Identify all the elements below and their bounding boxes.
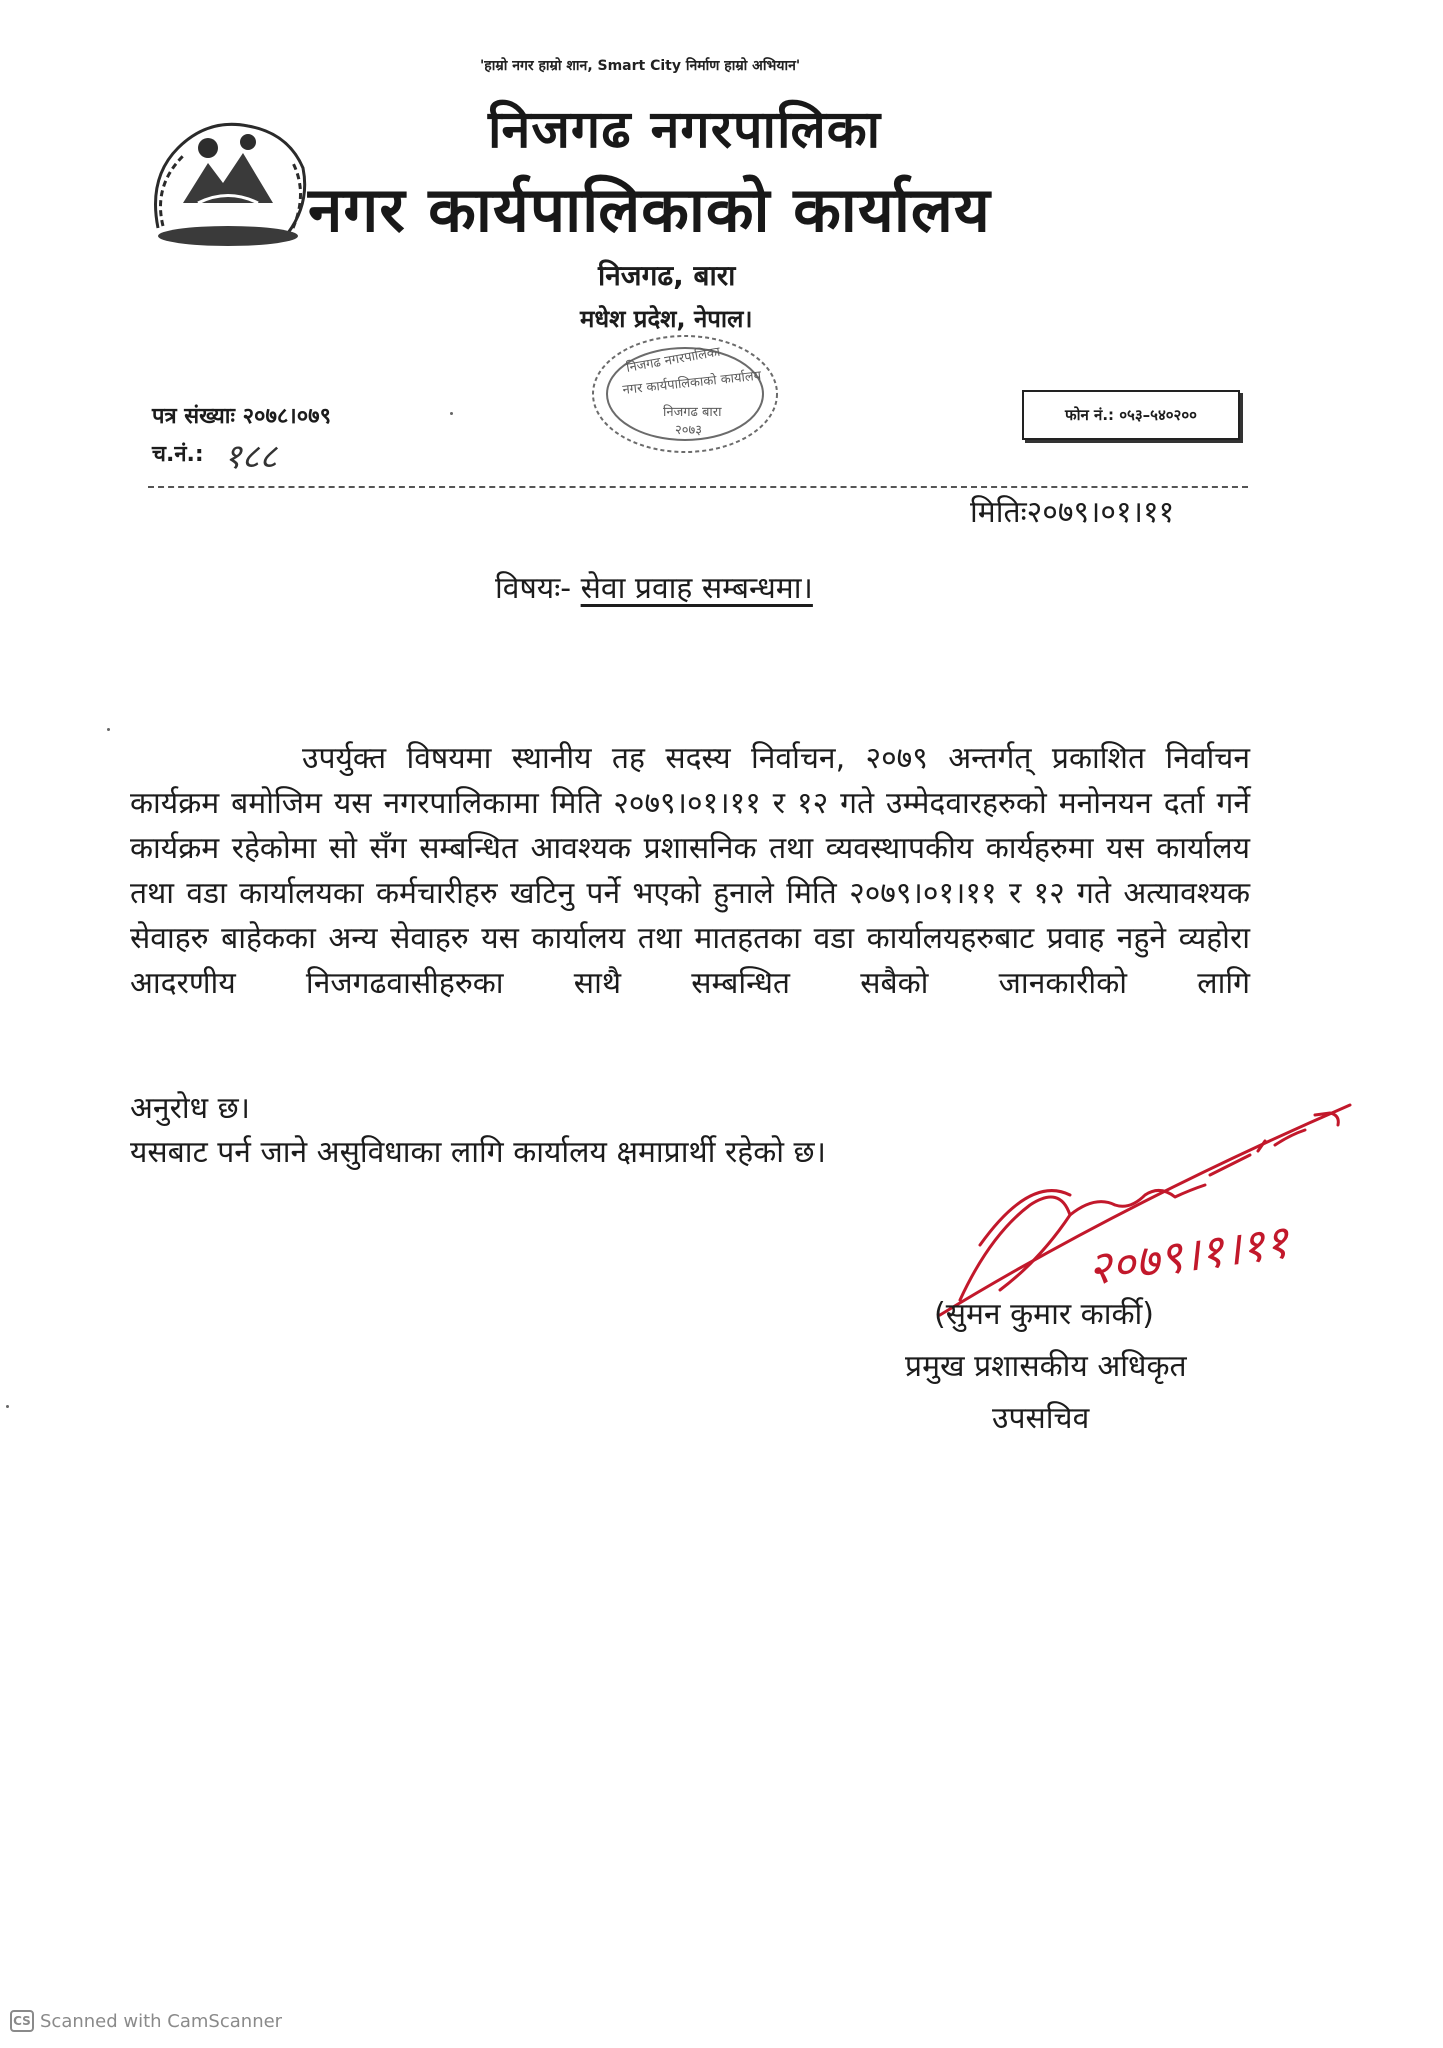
signatory-role: प्रमुख प्रशासकीय अधिकृत (905, 1349, 1187, 1384)
seal-text-1: निजगढ नगरपालिका (625, 344, 722, 376)
letter-date: मितिः२०७९।०१।११ (970, 495, 1175, 530)
scan-speck (6, 1405, 9, 1408)
seal-text-4: २०७३ (675, 423, 703, 438)
scan-speck (450, 412, 453, 415)
dispatch-label: च.नं.: (152, 442, 204, 467)
subject-text: सेवा प्रवाह सम्बन्धमा। (580, 571, 813, 606)
signatory-name: (सुमन कुमार कार्की) (934, 1297, 1154, 1332)
municipality-name: निजगढ नगरपालिका (488, 100, 882, 160)
signatory-rank: उपसचिव (992, 1401, 1090, 1436)
closing-line: यसबाट पर्न जाने असुविधाका लागि कार्यालय क्षमाप्रार्थी रहेको छ। (130, 1135, 826, 1170)
dispatch-number-handwritten: १८८ (224, 437, 278, 477)
phone-number: फोन नं.: ०५३–५४०२०० (1065, 406, 1197, 424)
subject-label: विषयः- (495, 571, 572, 606)
body-paragraph-text: उपर्युक्त विषयमा स्थानीय तह सदस्य निर्वाचन, २०७९ अन्तर्गत् प्रकाशित निर्वाचन कार्यक्रम बमोजिम यस नगरपालिकामा मिति २०७९।०१।११ र १२ गते उम्मेदवारहरुको मनोनयन दर्ता गर्ने कार्यक्रम रहेकोमा सो सँग सम्बन्धित आवश्यक प्रशासनिक तथा व्यवस्थापकीय कार्यहरुमा यस कार्यालय तथा वडा कार्यालयका कर्मचारीहरु खटिनु पर्ने भएको हुनाले मिति २०७९।०१।११ र १२ गते अत्यावश्यक सेवाहरु बाहेकका अन्य सेवाहरु यस कार्यालय तथा मातहतका वडा कार्यालयहरुबाट प्रवाह नहुने व्यहोरा आदरणीय निजगढवासीहरुका साथै सम्बन्धित सबैको जानकारीको लागि (130, 741, 1250, 1001)
header-divider (148, 486, 1248, 488)
phone-box (1022, 390, 1240, 440)
scanner-text: Scanned with CamScanner (40, 2010, 283, 2032)
address-line-1: निजगढ, बारा (598, 259, 736, 292)
address-line-2: मधेश प्रदेश, नेपाल। (580, 305, 753, 333)
office-seal-stamp (585, 328, 785, 460)
letter-number: पत्र संख्याः २०७८।०७९ (152, 404, 332, 429)
camscanner-logo-icon: CS (10, 2010, 34, 2032)
seal-text-3: निजगढ बारा (663, 405, 722, 420)
office-name: नगर कार्यपालिकाको कार्यालय (308, 173, 991, 246)
signature-date: २०७९।१।११ (1084, 1214, 1292, 1296)
nepal-emblem-icon (138, 108, 318, 258)
seal-text-2: नगर कार्यपालिकाको कार्यालय (621, 368, 762, 398)
scan-speck (107, 728, 110, 731)
subject-line (495, 566, 813, 607)
body-paragraph-end: अनुरोध छ। (130, 1091, 250, 1126)
scanner-watermark (10, 2010, 282, 2032)
tagline: 'हाम्रो नगर हाम्रो शान, Smart City निर्माण हाम्रो अभियान' (480, 58, 801, 74)
body-paragraph (130, 736, 1250, 1006)
